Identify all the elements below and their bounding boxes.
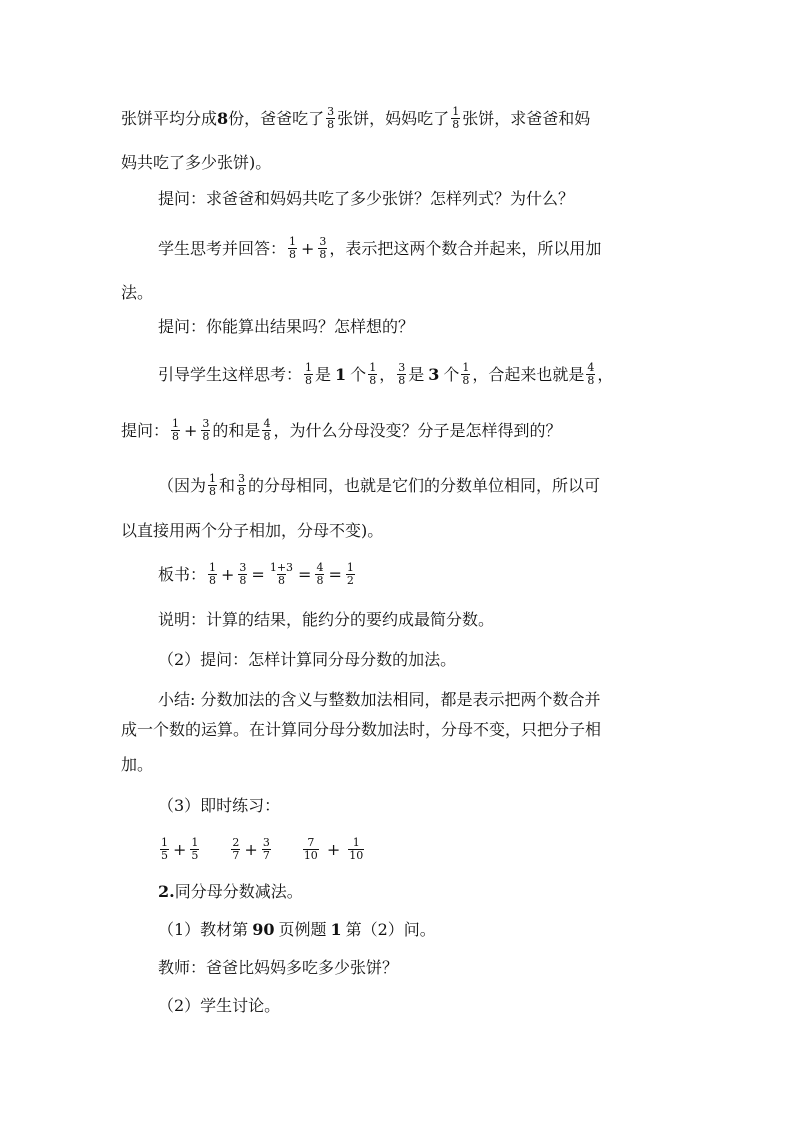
fraction [303, 837, 319, 862]
numerator: 1 [352, 836, 360, 849]
text: 张饼，求爸爸和妈 [462, 108, 591, 128]
fraction [171, 418, 180, 443]
fraction [208, 562, 217, 587]
numerator: 1 [209, 472, 217, 485]
numerator: 3 [202, 417, 210, 430]
denominator: 8 [238, 485, 246, 498]
section-number: 2. [158, 882, 175, 901]
text: 个 [350, 364, 367, 384]
paragraph-line-13: （2）提问：怎样计算同分母分数的加法。 [158, 650, 457, 669]
text: 张饼平均分成 [121, 108, 218, 128]
fraction [190, 837, 199, 862]
denominator: 7 [232, 849, 240, 862]
fraction [326, 106, 335, 131]
denominator: 2 [346, 574, 354, 587]
paragraph-line-3: 提问：求爸爸和妈妈共吃了多少张饼？怎样列式？为什么？ [158, 189, 575, 208]
fraction [262, 418, 271, 443]
paragraph-line-22: （2）学生讨论。 [158, 996, 281, 1015]
numerator: 3 [327, 105, 335, 118]
text: ，表示把这两个数合并起来，所以用加 [329, 238, 602, 258]
text: 是 [315, 364, 332, 384]
denominator: 8 [462, 374, 470, 387]
fraction [397, 362, 406, 387]
fraction [238, 562, 247, 587]
numerator: 1 [462, 361, 470, 374]
text: 第（2）问。 [345, 920, 436, 939]
denominator: 8 [369, 374, 377, 387]
number: 1 [335, 364, 347, 384]
text: ，为什么分母没变？分子是怎样得到的？ [273, 420, 562, 440]
paragraph-line-14: 小结: 分数加法的含义与整数加法相同，都是表示把两个数合并 [158, 690, 601, 709]
numerator: 3 [319, 235, 327, 248]
denominator: 10 [349, 849, 364, 862]
fraction [262, 837, 271, 862]
fraction [160, 837, 169, 862]
fraction [451, 106, 460, 131]
text: 的和是 [212, 420, 261, 440]
paragraph-line-7 [158, 362, 613, 387]
denominator: 10 [303, 849, 318, 862]
text: 和 [219, 475, 236, 495]
paragraph-line-2: 妈共吃了多少张饼)。 [121, 153, 272, 172]
fraction [269, 562, 294, 587]
denominator: 8 [239, 574, 247, 587]
numerator: 1+3 [269, 561, 294, 574]
text: 板书： [158, 564, 207, 584]
numerator: 4 [587, 361, 595, 374]
denominator: 5 [191, 849, 199, 862]
denominator: 8 [172, 430, 180, 443]
fraction [348, 837, 364, 862]
text: ， [597, 364, 614, 384]
section-title: 同分母分数减法。 [174, 882, 303, 901]
denominator: 8 [209, 574, 217, 587]
denominator: 8 [202, 430, 210, 443]
denominator: 8 [316, 574, 324, 587]
numerator: 1 [289, 235, 297, 248]
number: 1 [330, 920, 342, 939]
paragraph-line-6: 提问：你能算出结果吗？怎样想的？ [158, 317, 415, 336]
numerator: 1 [452, 105, 460, 118]
numerator: 4 [263, 417, 271, 430]
paragraph-line-15: 成一个数的运算。在计算同分母分数加法时，分母不变，只把分子相 [121, 720, 602, 739]
paragraph-line-16: 加。 [121, 755, 154, 774]
equals-sign: = [298, 564, 312, 584]
fraction [231, 837, 240, 862]
text: 张饼，妈妈吃了 [337, 108, 450, 128]
paragraph-line-11 [158, 562, 357, 587]
text: （因为 [158, 475, 207, 495]
text: 份，爸爸吃了 [228, 108, 325, 128]
denominator: 8 [327, 118, 335, 131]
plus-sign: + [326, 839, 341, 859]
equals-sign: = [251, 564, 265, 584]
paragraph-line-9 [158, 473, 600, 498]
fraction [461, 362, 470, 387]
text: 页例题 [278, 920, 327, 939]
numerator: 1 [346, 561, 354, 574]
numerator: 4 [316, 561, 324, 574]
fraction [288, 236, 297, 261]
numerator: 1 [369, 361, 377, 374]
numerator: 1 [172, 417, 180, 430]
denominator: 8 [452, 118, 460, 131]
denominator: 8 [587, 374, 595, 387]
numerator: 1 [191, 836, 199, 849]
numerator: 7 [307, 836, 315, 849]
fraction [201, 418, 210, 443]
fraction [237, 473, 246, 498]
paragraph-line-4 [158, 236, 601, 261]
section-heading [158, 882, 303, 902]
plus-sign: + [244, 839, 258, 859]
denominator: 8 [289, 248, 297, 261]
paragraph-line-1 [121, 106, 590, 131]
text: （1）教材第 [158, 920, 249, 939]
denominator: 8 [319, 248, 327, 261]
text: 个 [443, 364, 460, 384]
plus-sign: + [221, 564, 235, 584]
fraction [368, 362, 377, 387]
paragraph-line-17: （3）即时练习： [158, 796, 281, 815]
fraction [304, 362, 313, 387]
denominator: 8 [277, 574, 285, 587]
numerator: 1 [161, 836, 168, 849]
text: 引导学生这样思考： [158, 364, 303, 384]
numerator: 2 [232, 836, 240, 849]
number: 3 [428, 364, 440, 384]
plus-sign: + [173, 839, 187, 859]
fraction [346, 562, 355, 587]
text: 学生思考并回答： [158, 238, 287, 258]
fraction [208, 473, 217, 498]
paragraph-line-8 [121, 418, 561, 443]
denominator: 8 [305, 374, 313, 387]
plus-sign: + [301, 238, 315, 258]
denominator: 8 [398, 374, 406, 387]
fraction [586, 362, 595, 387]
paragraph-line-10: 以直接用两个分子相加，分母不变)。 [121, 521, 384, 540]
numerator: 1 [209, 561, 217, 574]
fraction [315, 562, 324, 587]
number: 90 [252, 920, 275, 939]
numerator: 1 [305, 361, 313, 374]
numerator: 3 [262, 836, 270, 849]
number: 8 [217, 108, 229, 128]
numerator: 3 [398, 361, 406, 374]
equals-sign: = [328, 564, 342, 584]
exercise-line [158, 837, 366, 862]
denominator: 8 [209, 485, 217, 498]
numerator: 3 [238, 472, 246, 485]
numerator: 3 [239, 561, 247, 574]
text: ， [379, 364, 396, 384]
text: ，合起来也就是 [472, 364, 585, 384]
text: 的分母相同，也就是它们的分数单位相同，所以可 [248, 475, 601, 495]
paragraph-line-21: 教师：爸爸比妈妈多吃多少张饼？ [158, 958, 399, 977]
denominator: 7 [262, 849, 270, 862]
paragraph-line-12: 说明：计算的结果，能约分的要约成最简分数。 [158, 610, 495, 629]
denominator: 5 [161, 849, 168, 862]
text: 提问： [121, 420, 170, 440]
denominator: 8 [263, 430, 271, 443]
fraction [318, 236, 327, 261]
paragraph-line-5: 法。 [121, 283, 154, 302]
paragraph-line-20 [158, 920, 436, 940]
plus-sign: + [184, 420, 198, 440]
text: 是 [408, 364, 425, 384]
